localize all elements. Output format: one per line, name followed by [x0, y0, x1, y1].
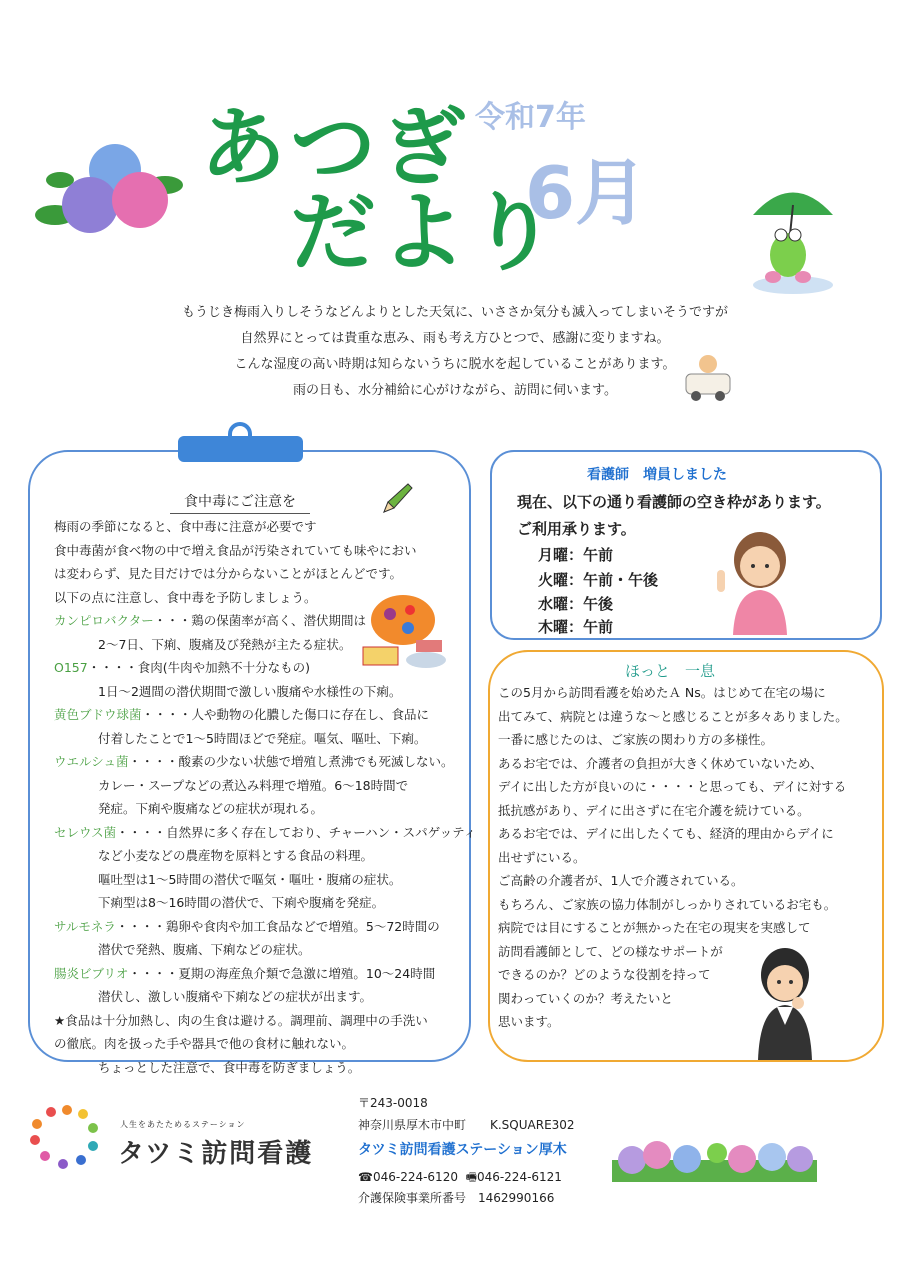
bacteria-name: 腸炎ビブリオ — [54, 965, 129, 981]
pencil-icon — [380, 482, 414, 516]
intro-line: もうじき梅雨入りしそうなどんよりとした天気に、いささか気分も滅入ってしまいそうですが — [181, 305, 728, 320]
bacteria-desc: 発症。下痢や腹痛などの症状が現れる。 — [98, 801, 324, 816]
newsletter-title-line1: あつぎ — [200, 98, 470, 198]
bacteria-desc: ・・・・酸素の少ない状態で増殖し煮沸でも死滅しない。 — [128, 754, 454, 769]
essay-line: 病院では目にすることが無かった在宅の現実を実感して — [498, 920, 811, 935]
bacteria-name: カンピロバクター — [54, 613, 154, 628]
essay-line: あるお宅では、介護者の負担が大きく休めていないため、 — [498, 755, 823, 771]
bacteria-item-welchii — [54, 750, 476, 774]
intro-line: 雨の日も、水分補給に心がけながら、訪問に伺います。 — [293, 383, 617, 398]
bacteria-desc: ・・・・自然界に多く存在しており、チャーハン・スパゲッティ — [116, 824, 477, 840]
food-outro-line: の徹底。肉を扱った手や器具で他の食材に触れない。 — [54, 1036, 355, 1051]
logo-dot — [78, 1109, 88, 1119]
schedule-tuesday: 火曜：午前・午後 — [538, 571, 659, 589]
food-poisoning-title: 食中毒にご注意を — [170, 491, 310, 514]
logo-mark — [28, 1105, 103, 1175]
postal-code-row — [358, 1094, 428, 1111]
hotto-hitoiki-title: ほっと 一息 — [625, 662, 716, 680]
bacteria-item-cereus — [54, 821, 476, 845]
nurse-availability-line: 現在、以下の通り看護師の空き枠があります。 — [517, 493, 831, 511]
logo-dot — [46, 1107, 56, 1117]
bacteria-desc: ・・・鶏の保菌率が高く、潜伏期間は — [153, 613, 367, 628]
schedule-thursday: 木曜：午前 — [538, 618, 614, 636]
essay-line: あるお宅では、デイに出したくても、経済的理由からデイに — [498, 826, 834, 841]
nurse-availability-line: ご利用承ります。 — [517, 520, 636, 538]
care-license-number: 介護保険事業所番号 1462990166 — [358, 1191, 555, 1205]
contact-row — [358, 1168, 562, 1189]
bacteria-desc: 付着したことで1～5時間ほどで発症。嘔気、嘔吐、下痢。 — [98, 730, 427, 746]
logo-dot — [88, 1123, 98, 1133]
station-name: タツミ訪問看護ステーション厚木 — [358, 1142, 567, 1158]
schedule-wednesday: 水曜：午後 — [538, 595, 614, 613]
food-intro-line: 食中毒菌が食べ物の中で増え食品が汚染されていても味やにおい — [54, 542, 417, 558]
bacteria-name: セレウス菌 — [54, 824, 117, 840]
bacteria-desc: ・・・・人や動物の化膿した傷口に存在し、食品に — [141, 707, 430, 722]
thinking-nurse-illustration — [750, 945, 820, 1060]
essay-line: 思います。 — [498, 1014, 560, 1029]
logo-brand-name: タツミ訪問看護 — [118, 1139, 314, 1169]
postal-code: 243-0018 — [370, 1096, 428, 1110]
bacteria-item-staph — [54, 703, 476, 727]
essay-line: 出てみて、病院とは違うな～と感じることが多々ありました。 — [498, 708, 848, 724]
bacteria-name: サルモネラ — [54, 918, 116, 934]
fax-icon: 🖷 — [465, 1170, 477, 1184]
logo-tagline: 人生をあたためるステーション — [120, 1120, 246, 1129]
essay-line: ご高齢の介護者が、1人で介護されている。 — [498, 873, 744, 888]
essay-line: できるのか？どのような役割を持って — [498, 967, 711, 982]
logo-dot — [88, 1141, 98, 1151]
intro-line: こんな湿度の高い時期は知らないうちに脱水を起していることがあります。 — [234, 357, 676, 372]
food-intro-line: 以下の点に注意し、食中毒を予防しましょう。 — [54, 589, 317, 605]
bacteria-desc: 2～7日、下痢、腹痛及び発熱が主たる症状。 — [98, 636, 352, 652]
logo-dot — [58, 1159, 68, 1169]
essay-line: もちろん、ご家族の協力体制がしっかりされているお宅も。 — [498, 896, 837, 912]
hydrangea-frog-border-illustration — [612, 1135, 817, 1185]
bacteria-name: 黄色ブドウ球菌 — [54, 707, 142, 722]
bacteria-desc: 嘔吐型は1～5時間の潜伏で嘔気・嘔吐・腹痛の症状。 — [98, 871, 402, 887]
food-outro-line: ちょっとした注意で、食中毒を防ぎましょう。 — [98, 1059, 361, 1075]
essay-line: この5月から訪問看護を始めたＡ Ns。はじめて在宅の場に — [498, 685, 826, 700]
essay-line: デイに出した方が良いのに・・・・と思っても、デイに対する — [498, 779, 847, 794]
intro-line: 自然界にとっては貴重な恵み、雨も考え方ひとつで、感謝に変りますね。 — [240, 331, 670, 346]
food-intro-line: は変わらず、見た目だけでは分からないことがほとんどです。 — [54, 566, 403, 581]
bacteria-desc: ・・・・夏期の海産魚介類で急激に増殖。10～24時間 — [128, 965, 436, 981]
bacteria-desc: ・・・・鶏卵や食肉や加工食品などで増殖。5～72時間の — [115, 918, 440, 934]
essay-line: 関わっていくのか？考えたいと — [498, 990, 673, 1006]
bacteria-desc: 潜伏で発熱、腹痛、下痢などの症状。 — [98, 942, 311, 957]
address: 神奈川県厚木市中町 K.SQUARE302 — [358, 1118, 575, 1132]
essay-line: 出せずにいる。 — [498, 849, 586, 865]
issue-year: 令和7年 — [475, 100, 586, 135]
phone-icon: ☎ — [358, 1170, 373, 1184]
car-illustration — [678, 352, 733, 402]
essay-line: 抵抗感があり、デイに出さずに在宅介護を続けている。 — [498, 802, 810, 818]
bacteria-food-illustration — [358, 592, 453, 677]
bacteria-desc: 潜伏し、激しい腹痛や下痢などの症状が出ます。 — [98, 989, 373, 1004]
bacteria-name: ウエルシュ菌 — [54, 754, 129, 769]
logo-dot — [62, 1105, 72, 1115]
logo-dot — [76, 1155, 86, 1165]
bacteria-desc: など小麦などの農産物を原料とする食品の料理。 — [98, 848, 374, 863]
fax-number: 046-224-6121 — [476, 1170, 562, 1184]
bacteria-desc: 下痢型は8～16時間の潜伏で、下痢や腹痛を発症。 — [98, 895, 385, 910]
frog-umbrella-illustration — [748, 185, 838, 300]
hydrangea-illustration — [35, 145, 185, 245]
food-outro-line: ★食品は十分加熱し、肉の生食は避ける。調理前、調理中の手洗い — [54, 1012, 428, 1028]
bacteria-name: O157 — [54, 660, 88, 675]
bacteria-item-salmonella — [54, 915, 476, 939]
essay-line: 訪問看護師として、どの様なサポートが — [498, 943, 723, 959]
logo-dot — [32, 1119, 42, 1129]
nurse-panel-title: 看護師 増員しました — [587, 467, 727, 483]
bacteria-desc: ・・・・食肉(牛肉や加熱不十分なもの) — [87, 660, 310, 675]
bacteria-desc: カレー・スープなどの煮込み料理で増殖。6～18時間で — [98, 777, 409, 793]
issue-month: 6月 — [525, 151, 648, 235]
phone-number: 046-224-6120 — [372, 1170, 458, 1184]
postal-mark-icon: 〒 — [358, 1096, 371, 1110]
bacteria-desc: 1日～2週間の潜伏期間で激しい腹痛や水様性の下痢。 — [98, 683, 402, 699]
logo-dot — [40, 1151, 50, 1161]
logo-dot — [30, 1135, 40, 1145]
food-intro-line: 梅雨の季節になると、食中毒に注意が必要です — [54, 519, 317, 534]
nurse-illustration — [715, 530, 800, 635]
newsletter-title-line2: だより — [290, 183, 560, 283]
bacteria-item-vibrio — [54, 962, 476, 986]
schedule-monday: 月曜：午前 — [538, 546, 614, 564]
clipboard-clip — [228, 422, 252, 442]
essay-line: 一番に感じたのは、ご家族の関わり方の多様性。 — [498, 732, 774, 747]
